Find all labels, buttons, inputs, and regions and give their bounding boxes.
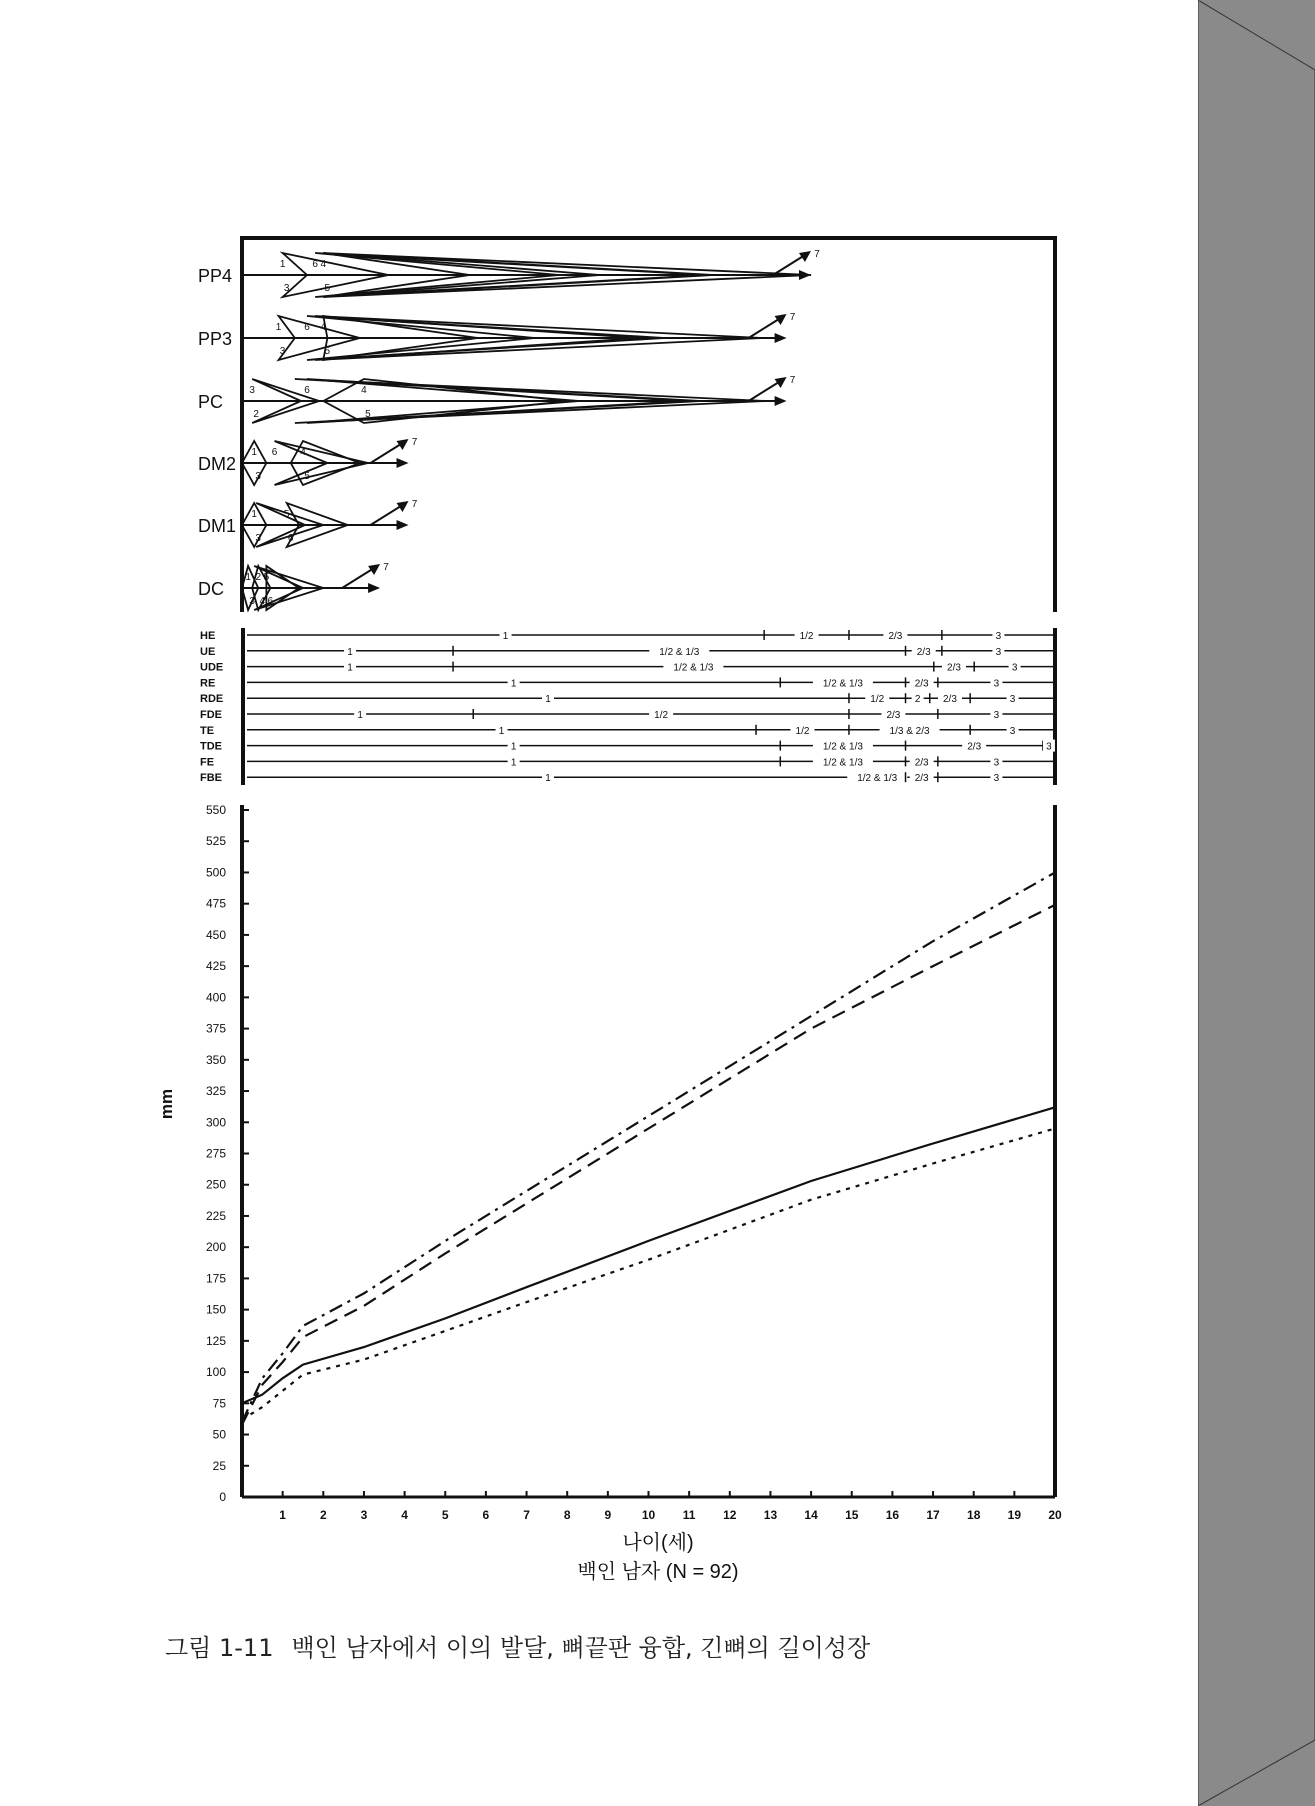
epi-segment-label: 1/2 & 1/3 [673,662,714,674]
epi-row-label: UDE [200,661,224,674]
y-tick-label: 50 [212,1427,226,1442]
caption-number: 그림 1-11 [165,1634,274,1662]
tooth-stage-label: 5 [324,346,331,357]
y-tick-label: 200 [205,1240,226,1255]
tooth-stage-label: 6 [271,447,278,458]
y-tick-label: 425 [205,959,226,974]
y-tick-label: 375 [205,1021,226,1036]
epi-segment-label: 3 [993,773,1000,785]
growth-chart [157,803,1062,1583]
tooth-row-arrowhead [397,458,409,468]
tooth-stage-label: 4 [300,447,306,458]
tooth-stage-label: 5 [304,471,310,482]
x-tick-label: 2 [319,1508,327,1522]
epi-segment-label: 3 [1011,662,1018,674]
y-tick-label: 300 [205,1115,226,1130]
epi-segment-label: 3 [1009,725,1016,737]
tooth-row-arrowhead [397,520,409,530]
y-tick-label: 450 [205,927,226,942]
epi-segment-label: 1/2 [654,710,669,721]
epi-segment-label: 1 [357,710,363,721]
epi-segment-label: 1 [510,757,517,769]
caption-text: 백인 남자에서 이의 발달, 뼈끝판 융합, 긴뼈의 길이성장 [291,1634,871,1662]
y-tick-label: 250 [205,1177,226,1192]
epi-segment-label: 3 [995,631,1002,642]
tooth-stage-label: 7 [411,437,418,448]
epi-row-label: UE [200,645,216,658]
tooth-row-label: PP3 [198,329,233,349]
tooth-development-panel [198,238,1055,612]
y-tick-label: 100 [205,1365,226,1380]
epi-segment-label: 1 [502,631,509,642]
x-tick-label: 14 [804,1508,818,1522]
epi-segment-label: 1/2 & 1/3 [822,678,863,690]
tooth-stage-label: 3 [249,385,255,396]
x-tick-label: 17 [926,1508,940,1522]
x-tick-label: 16 [885,1508,900,1522]
epi-segment-label: 1 [510,741,517,753]
epi-segment-label: 1/2 & 1/3 [822,757,863,769]
epi-segment-label: 1 [510,678,517,690]
tooth-stage-label: 7 [789,375,796,386]
x-tick-label: 4 [401,1508,408,1522]
tooth-stage-label: 4 [320,322,327,333]
tooth-stage-label: 3 [279,346,286,357]
tooth-stage-label: 7 [411,499,418,510]
x-tick-label: 9 [604,1508,612,1522]
tooth-stage-label: 5 [263,572,270,583]
y-tick-label: 500 [205,865,226,880]
tooth-stage-label: 3 [283,283,290,294]
figure-caption [165,1628,888,1663]
x-axis [242,1491,1062,1522]
x-tick-label: 19 [1007,1508,1022,1522]
tooth-stage-label: 5 [324,283,331,294]
tooth-stage-label: 1 [251,447,257,458]
x-tick-label: 3 [360,1508,368,1522]
tooth-stage-label: 4 [259,596,266,607]
x-tick-label: 20 [1048,1508,1062,1522]
epi-segment-label: 2/3 [967,741,982,753]
series-solid-line [242,1107,1055,1403]
series-dotted-line [242,1129,1055,1420]
tooth-stage-label: 4 [320,259,327,270]
y-tick-label: 275 [205,1146,226,1161]
x-tick-label: 12 [723,1508,737,1522]
x-tick-label: 5 [441,1508,449,1522]
x-tick-label: 13 [763,1508,778,1522]
tooth-stage-label: 1 [279,259,286,270]
epi-row-label: FE [200,756,215,769]
epi-row-label: HE [200,630,216,642]
epi-segment-label: 1 [347,662,353,674]
epi-segment-label: 2/3 [886,710,901,721]
x-tick-label: 1 [279,1508,286,1522]
book-edge [1198,0,1315,1806]
tooth-stage-label: 2 [255,572,262,583]
y-tick-label: 25 [212,1458,226,1473]
y-tick-label: 325 [205,1084,226,1099]
epi-row-label: RE [200,677,216,690]
epi-segment-label: 1 [545,694,551,706]
epi-row-label: RDE [200,693,224,706]
epi-segment-label: 1 [347,646,353,658]
epi-segment-label: 1/2 [799,631,814,642]
tooth-stage-label: 1 [275,322,282,333]
tooth-stage-label: 1 [245,572,251,583]
epi-segment-label: 3 [1009,694,1016,706]
y-tick-label: 225 [205,1208,226,1223]
tooth-stage-label: 7 [814,249,820,260]
epi-segment-label: 3 [993,678,1000,690]
tooth-stage-label: 3 [249,596,255,607]
epi-segment-label: 1 [498,725,505,737]
tooth-stage-label: 6 [267,596,274,607]
tooth-stage-label: 5 [283,509,290,520]
y-tick-label: 475 [205,896,226,911]
epi-segment-label: 2/3 [914,757,929,769]
tooth-row-label: DM2 [198,454,237,474]
y-tick-label: 75 [212,1396,226,1411]
tooth-row-arrowhead [775,396,787,406]
tooth-stage-label: 5 [365,409,371,420]
epi-segment-label: 1/2 [870,694,885,706]
x-tick-label: 6 [482,1508,490,1522]
epi-segment-label: 3 [995,646,1002,658]
chart-subtitle: 백인 남자 (N = 92) [577,1561,739,1583]
tooth-stage-label: 3 [255,533,261,544]
x-axis-label: 나이(세) [622,1532,694,1554]
epi-row-label: TDE [200,740,222,753]
tooth-row-label: DM1 [198,516,237,536]
tooth-stage-label: 2 [253,409,259,420]
tooth-row-label: PC [198,392,224,412]
epi-segment-label: 1/2 & 1/3 [857,773,898,785]
y-tick-label: 175 [205,1271,226,1286]
y-tick-label: 350 [205,1052,226,1067]
tooth-stage-label: 1 [251,509,257,520]
epi-segment-label: 2 [914,694,921,706]
y-tick-label: 125 [205,1333,226,1348]
tooth-row-label: DC [198,579,224,599]
tooth-stage-label: 6 [287,533,294,544]
y-axis [206,803,249,1504]
epi-segment-label: 1/3 & 2/3 [889,725,930,737]
epi-segment-label: 2/3 [914,678,929,690]
epi-segment-label: 3 [1046,741,1052,753]
epi-segment-label: 2/3 [916,646,931,658]
epi-row-label: TE [200,724,215,737]
epi-segment-label: 3 [993,757,1000,769]
epi-row-label: FBE [200,772,222,785]
y-tick-label: 0 [219,1490,226,1504]
x-tick-label: 15 [845,1508,859,1522]
tooth-row-arrowhead [368,583,380,593]
tooth-row-label: PP4 [198,266,233,286]
x-tick-label: 10 [641,1508,656,1522]
tooth-stage-label: 4 [361,385,367,396]
epi-segment-label: 1/2 & 1/3 [659,646,700,658]
x-tick-label: 18 [967,1508,981,1522]
y-tick-label: 150 [205,1302,226,1317]
tooth-stage-label: 6 [312,259,318,270]
x-tick-label: 7 [523,1508,530,1522]
epi-segment-label: 1 [545,773,551,785]
epiphyseal-fusion-panel [200,628,1055,785]
y-tick-label: 400 [205,990,226,1005]
tooth-stage-label: 7 [383,562,389,573]
series-dash-dot-line [242,873,1055,1423]
tooth-stage-label: 7 [789,312,796,323]
epi-segment-label: 3 [993,710,1000,721]
epi-segment-label: 1/2 & 1/3 [822,741,863,753]
epi-row-label: FDE [200,709,222,721]
y-tick-label: 525 [205,834,226,849]
epi-segment-label: 2/3 [943,694,957,706]
tooth-row-arrowhead [775,333,787,343]
series-layer [242,873,1055,1425]
y-axis-label: mm [157,1088,176,1120]
tooth-stage-label: 6 [304,322,310,333]
epi-segment-label: 1/2 [795,725,810,737]
y-tick-label: 550 [205,803,226,817]
tooth-stage-label: 6 [304,385,310,396]
tooth-stage-label: 3 [255,471,261,482]
epi-segment-label: 2/3 [888,631,903,642]
epi-segment-label: 2/3 [947,662,961,674]
epi-segment-label: 2/3 [914,773,929,785]
x-tick-label: 8 [563,1508,571,1522]
x-tick-label: 11 [682,1508,696,1522]
